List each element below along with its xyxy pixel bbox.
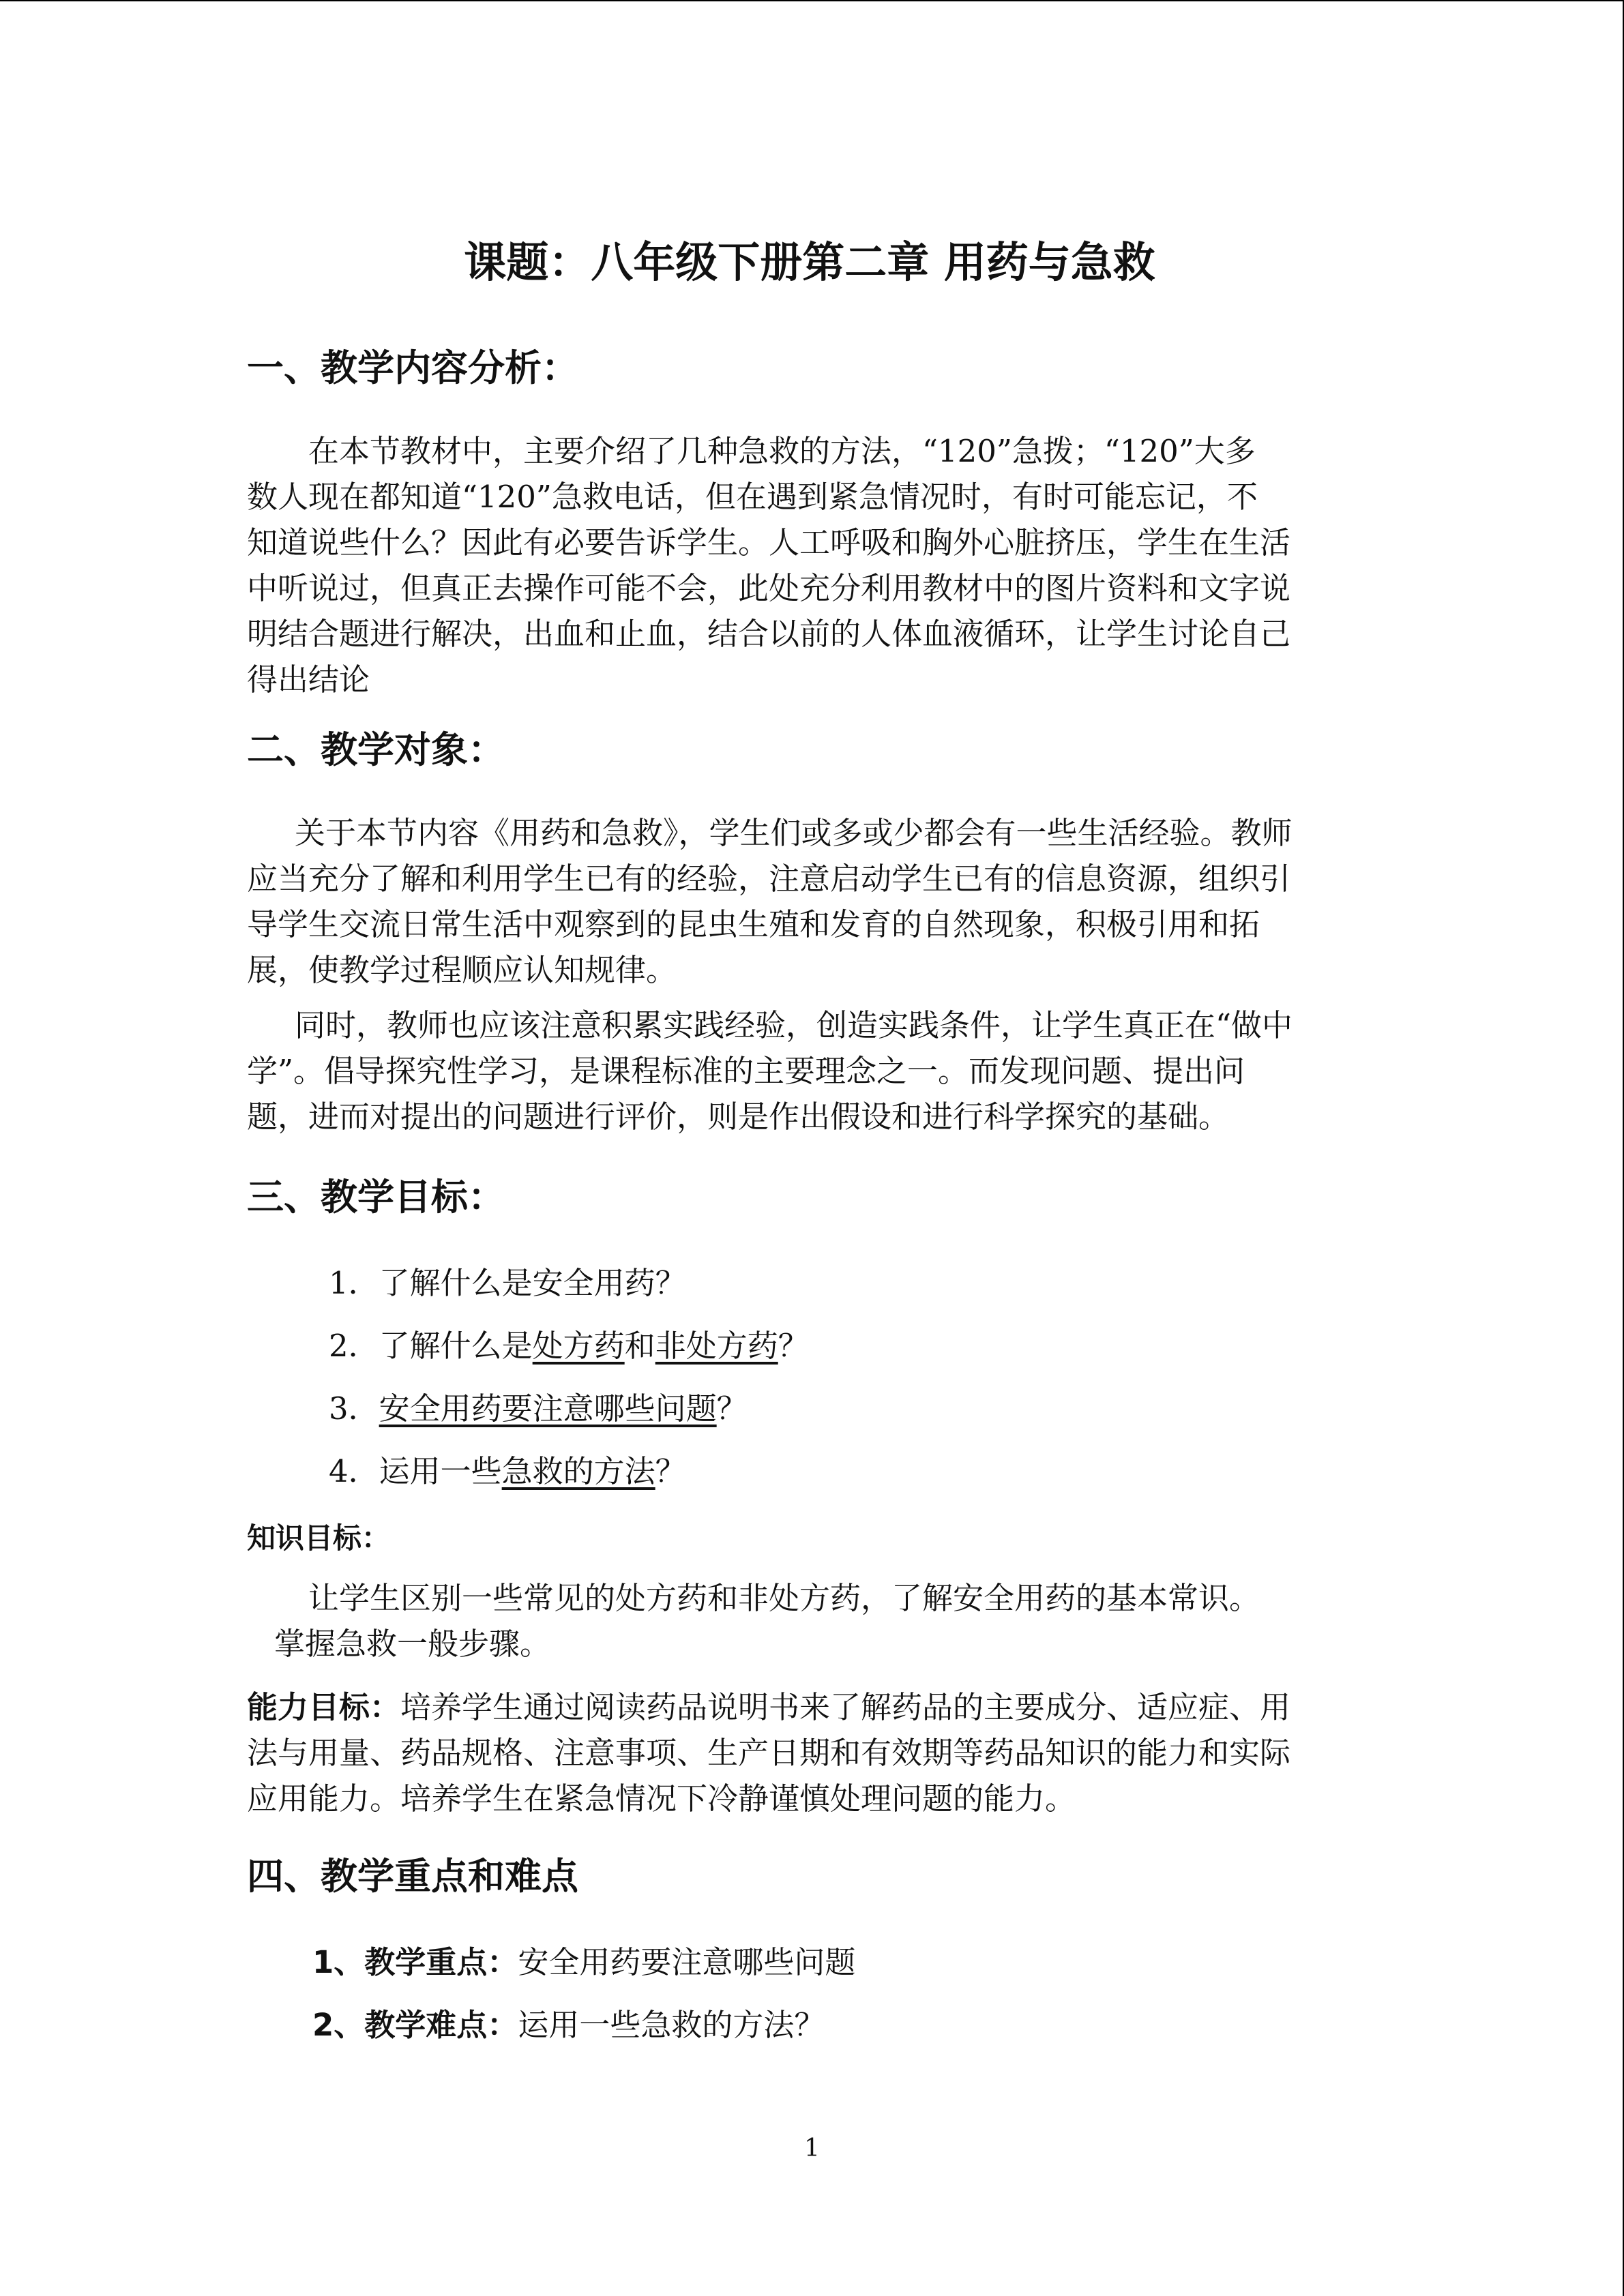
underlined-term: 安全用药要注意哪些问题 <box>379 1390 717 1427</box>
objective-item-4: 4．运用一些急救的方法？ <box>329 1453 686 1489</box>
difficulty-point-label: 2、教学难点： <box>312 2007 518 2043</box>
section4-heading: 四、教学重点和难点 <box>247 1855 578 1898</box>
section2-paragraph-2 <box>247 1002 1372 1139</box>
section3-heading: 三、教学目标： <box>247 1176 505 1219</box>
key-point <box>312 1939 855 1985</box>
section1-line: 在本节教材中，主要介绍了几种急救的方法，“120”急拨；“120”大多 <box>308 433 1256 469</box>
section1-line: 中听说过，但真正去操作可能不会，此处充分利用教材中的图片资料和文字说 <box>247 570 1291 606</box>
ability-objective-label: 能力目标： <box>247 1689 401 1725</box>
underlined-term: 急救的方法 <box>501 1453 655 1489</box>
ability-objective-text <box>247 1684 1372 1821</box>
section1-line: 知道说些什么？因此有必要告诉学生。人工呼吸和胸外心脏挤压，学生在生活 <box>247 524 1291 561</box>
knowledge-line: 让学生区别一些常见的处方药和非处方药，了解安全用药的基本常识。 <box>308 1580 1260 1616</box>
ability-line: 法与用量、药品规格、注意事项、生产日期和有效期等药品知识的能力和实际 <box>247 1735 1291 1771</box>
section1-paragraph <box>247 428 1372 702</box>
key-point-text: 安全用药要注意哪些问题 <box>518 1944 856 1980</box>
document-title: 课题：八年级下册第二章 用药与急救 <box>464 237 1155 287</box>
objective-item-2: 2．了解什么是处方药和非处方药？ <box>329 1328 809 1364</box>
difficulty-point-text: 运用一些急救的方法？ <box>518 2007 825 2043</box>
knowledge-objective-text <box>247 1575 1372 1667</box>
underlined-term: 处方药 <box>532 1328 625 1364</box>
section2-line: 导学生交流日常生活中观察到的昆虫生殖和发育的自然现象，积极引用和拓 <box>247 906 1260 942</box>
section2-paragraph-1 <box>247 810 1372 993</box>
section2-line: 展，使教学过程顺应认知规律。 <box>247 952 677 988</box>
objective-item-1: 1．了解什么是安全用药？ <box>329 1265 686 1301</box>
section1-line: 明结合题进行解决，出血和止血，结合以前的人体血液循环，让学生讨论自己 <box>247 616 1291 652</box>
page-number: 1 <box>804 2134 820 2162</box>
section1-heading: 一、教学内容分析： <box>247 346 578 389</box>
knowledge-objective-heading: 知识目标： <box>247 1521 391 1555</box>
underlined-term: 非处方药 <box>655 1328 778 1364</box>
section2-heading: 二、教学对象： <box>247 728 505 771</box>
section1-line: 得出结论 <box>247 661 370 698</box>
section2-line: 同时，教师也应该注意积累实践经验，创造实践条件，让学生真正在“做中 <box>295 1007 1293 1043</box>
ability-line-1: 能力目标：培养学生通过阅读药品说明书来了解药品的主要成分、适应症、用 <box>247 1689 1291 1725</box>
objective-item-3: 3．安全用药要注意哪些问题？ <box>329 1390 748 1427</box>
difficulty-point <box>312 2002 825 2048</box>
page-top-border <box>0 0 1624 1</box>
section2-line: 题，进而对提出的问题进行评价，则是作出假设和进行科学探究的基础。 <box>247 1099 1230 1135</box>
section2-line: 学”。倡导探究性学习，是课程标准的主要理念之一。而发现问题、提出问 <box>247 1053 1245 1089</box>
section2-line: 关于本节内容《用药和急救》，学生们或多或少都会有一些生活经验。教师 <box>295 815 1293 851</box>
section2-line: 应当充分了解和利用学生已有的经验，注意启动学生已有的信息资源，组织引 <box>247 861 1291 897</box>
section1-line: 数人现在都知道“120”急救电话，但在遇到紧急情况时，有时可能忘记，不 <box>247 479 1258 515</box>
knowledge-line: 掌握急救一般步骤。 <box>274 1626 551 1662</box>
key-point-label: 1、教学重点： <box>312 1944 518 1980</box>
ability-line: 应用能力。培养学生在紧急情况下冷静谨慎处理问题的能力。 <box>247 1780 1076 1817</box>
